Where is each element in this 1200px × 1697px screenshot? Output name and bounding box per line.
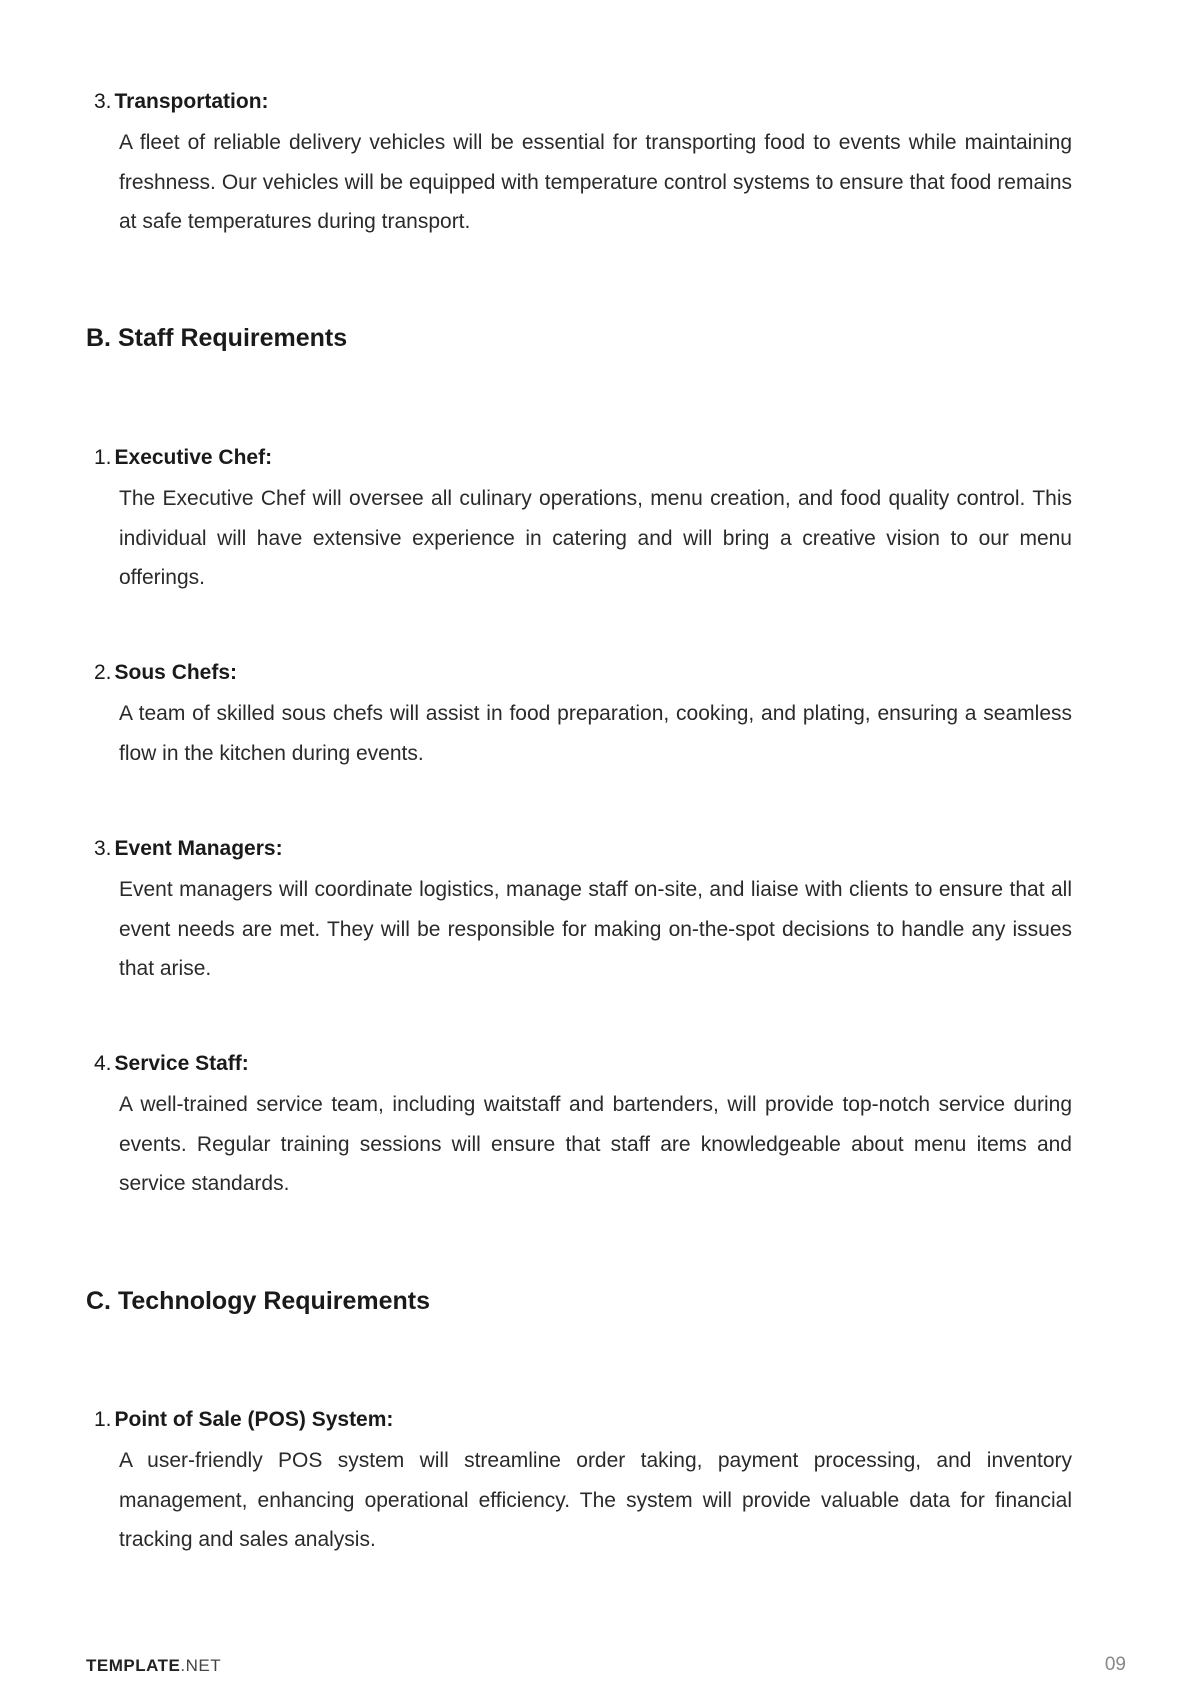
item-title-text: Sous Chefs: (114, 661, 238, 684)
item-body: A team of skilled sous chefs will assist in food preparation, cooking, and plating, ensuring a seamless flow in the kitchen during events. (119, 702, 1072, 765)
item-title (94, 1049, 1072, 1079)
item-title-text: Point of Sale (POS) System: (114, 1408, 394, 1431)
item-title-text: Event Managers: (114, 837, 283, 860)
item-number: 2. (94, 661, 112, 684)
item-title (94, 1405, 1072, 1435)
page-number: 09 (1104, 1654, 1126, 1675)
item-title-text: Service Staff: (114, 1052, 249, 1075)
item-number: 3. (94, 90, 112, 113)
item-body: A user-friendly POS system will streamline order taking, payment processing, and inventory management, enhancing operational efficiency. The system will provide valuable data for financial tracking and sales analysis. (119, 1449, 1072, 1551)
brand-suffix: .NET (180, 1656, 222, 1675)
list-item-service-staff (94, 1049, 1072, 1204)
item-body: The Executive Chef will oversee all culinary operations, menu creation, and food quality control. This individual will have extensive experience in catering and will bring a creative vision to our menu offerings. (119, 487, 1072, 589)
item-title (94, 834, 1072, 864)
item-title (94, 87, 1072, 117)
item-title (94, 658, 1072, 688)
section-heading-staff: B. Staff Requirements (86, 324, 348, 352)
item-body: A fleet of reliable delivery vehicles will be essential for transporting food to events while maintaining freshness. Our vehicles will be equipped with temperature control systems to ensure that food remains at safe temperatures during transport. (119, 131, 1072, 233)
item-number: 3. (94, 837, 112, 860)
item-title-text: Executive Chef: (114, 446, 273, 469)
item-number: 4. (94, 1052, 112, 1075)
list-item-transportation (94, 87, 1072, 242)
item-body: A well-trained service team, including waitstaff and bartenders, will provide top-notch service during events. Regular training sessions will ensure that staff are knowledgeable about menu items and service standards. (119, 1093, 1072, 1195)
item-title (94, 443, 1072, 473)
footer-brand-logo (86, 1656, 221, 1676)
list-item-executive-chef (94, 443, 1072, 598)
item-body: Event managers will coordinate logistics, manage staff on-site, and liaise with clients to ensure that all event needs are met. They will be responsible for making on-the-spot decisions to handle any issues that arise. (119, 878, 1072, 980)
item-number: 1. (94, 446, 112, 469)
list-item-pos-system (94, 1405, 1072, 1560)
item-title-text: Transportation: (114, 90, 269, 113)
item-number: 1. (94, 1408, 112, 1431)
brand-name: TEMPLATE (86, 1656, 181, 1675)
list-item-sous-chefs (94, 658, 1072, 773)
list-item-event-managers (94, 834, 1072, 989)
section-heading-technology: C. Technology Requirements (86, 1287, 431, 1315)
